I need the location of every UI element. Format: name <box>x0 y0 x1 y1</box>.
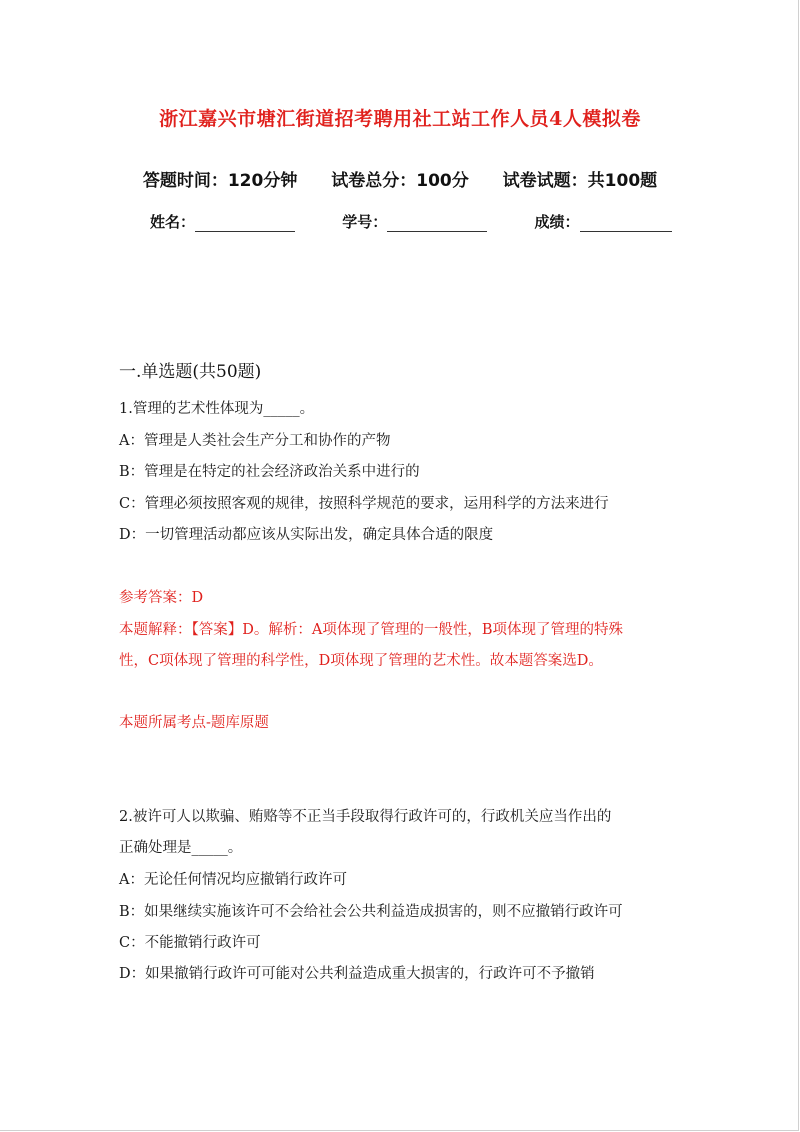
exam-question-count: 试卷试题：共100题 <box>502 171 658 191</box>
id-blank <box>387 215 487 232</box>
id-label: 学号： <box>342 213 388 231</box>
q1-option-d: D：一切管理活动都应该从实际出发，确定具体合适的限度 <box>119 527 494 543</box>
q1-stem: 1.管理的艺术性体现为_____。 <box>119 401 315 417</box>
q1-option-b: B：管理是在特定的社会经济政治关系中进行的 <box>119 464 420 480</box>
q2-option-d: D：如果撤销行政许可可能对公共利益造成重大损害的，行政许可不予撤销 <box>119 966 595 982</box>
q1-explanation-line-2: 性，C项体现了管理的科学性，D项体现了管理的艺术性。故本题答案选D。 <box>119 653 603 669</box>
q1-option-a: A：管理是人类社会生产分工和协作的产物 <box>119 433 391 449</box>
q2-option-b: B：如果继续实施该许可不会给社会公共利益造成损害的，则不应撤销行政许可 <box>119 904 623 920</box>
q2-stem-line-2: 正确处理是_____。 <box>119 840 243 856</box>
q2-option-c: C：不能撤销行政许可 <box>119 935 261 951</box>
name-label: 姓名： <box>150 213 196 231</box>
name-blank <box>195 215 295 232</box>
id-field <box>342 211 487 232</box>
score-field <box>535 211 672 232</box>
exam-total-score: 试卷总分：100分 <box>331 171 469 191</box>
student-info-row <box>150 211 710 232</box>
exam-info-row <box>0 166 800 191</box>
q1-answer: 参考答案：D <box>119 590 204 606</box>
q1-source: 本题所属考点-题库原题 <box>119 715 269 731</box>
exam-title: 浙江嘉兴市塘汇街道招考聘用社工站工作人员4人模拟卷 <box>159 108 641 130</box>
q2-option-a: A：无论任何情况均应撤销行政许可 <box>119 872 347 888</box>
section-title: 一.单选题(共50题) <box>119 362 262 382</box>
name-field <box>150 211 295 232</box>
q1-explanation-line-1: 本题解释：【答案】D。解析：A项体现了管理的一般性，B项体现了管理的特殊 <box>119 622 623 638</box>
q2-stem-line-1: 2.被许可人以欺骗、贿赂等不正当手段取得行政许可的，行政机关应当作出的 <box>119 809 612 825</box>
exam-time: 答题时间：120分钟 <box>142 171 298 191</box>
score-blank <box>580 215 672 232</box>
q1-option-c: C：管理必须按照客观的规律，按照科学规范的要求，运用科学的方法来进行 <box>119 496 609 512</box>
score-label: 成绩： <box>534 213 580 231</box>
